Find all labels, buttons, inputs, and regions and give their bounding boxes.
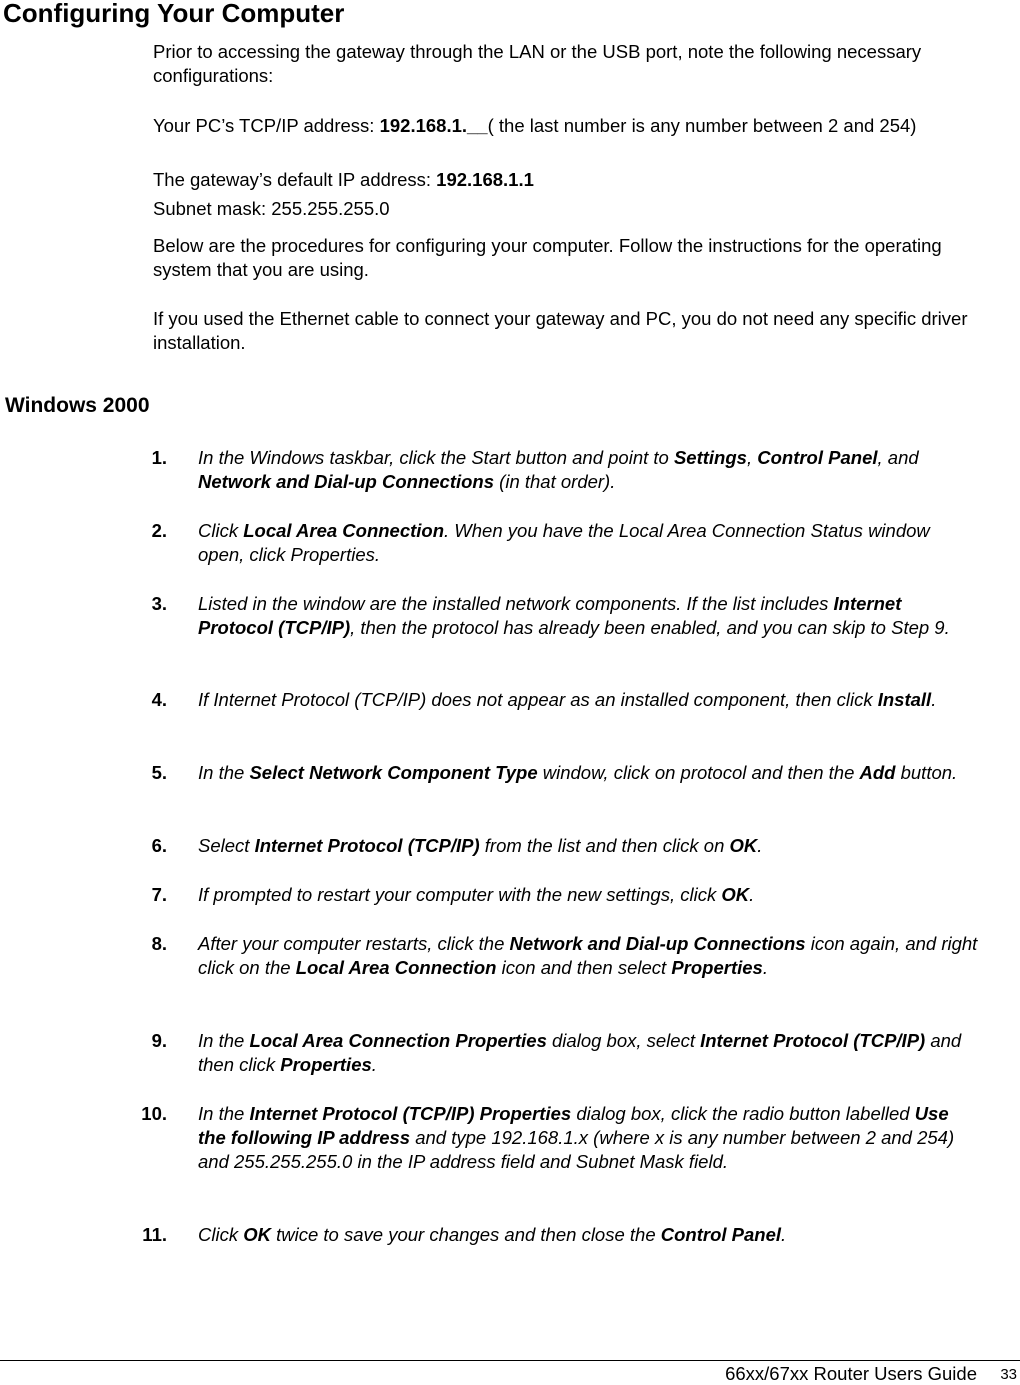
step-number: 9. <box>151 1030 167 1051</box>
intro-paragraph: Prior to accessing the gateway through the LAN or the USB port, note the following necessary configurations: <box>153 41 922 86</box>
step-number: 6. <box>151 835 167 856</box>
step-text: In the Select Network Component Type window, click on protocol and then the Add button. <box>198 762 958 783</box>
footer-page-number: 33 <box>1000 1366 1017 1383</box>
subnet-mask-line: Subnet mask: 255.255.255.0 <box>153 198 390 219</box>
step-text: In the Local Area Connection Properties dialog box, select Internet Protocol (TCP/IP) and then click Properties. <box>198 1030 962 1075</box>
step-text: After your computer restarts, click the Network and Dial-up Connections icon again, and right click on the Local Area Connection icon and then select Properties. <box>198 933 978 978</box>
step-number: 11. <box>142 1224 167 1245</box>
step-number: 5. <box>151 762 167 783</box>
footer-guide-title: 66xx/67xx Router Users Guide <box>725 1363 977 1384</box>
ethernet-note-paragraph: If you used the Ethernet cable to connect your gateway and PC, you do not need any specific driver installation. <box>153 308 968 353</box>
gateway-address-line <box>153 168 988 192</box>
footer-divider <box>0 1360 1020 1361</box>
tcpip-value: 192.168.1.__ <box>379 115 488 136</box>
step-number: 8. <box>151 933 167 954</box>
step-text: Click OK twice to save your changes and then close the Control Panel. <box>198 1224 787 1245</box>
step-number: 2. <box>151 520 167 541</box>
procedures-paragraph: Below are the procedures for configuring your computer. Follow the instructions for the operating system that you are using. <box>153 235 942 280</box>
tcpip-note: ( the last number is any number between 2 and 254) <box>487 115 917 136</box>
tcpip-label: Your PC’s TCP/IP address: <box>153 115 380 136</box>
step-number: 1. <box>151 447 167 468</box>
step-number: 10. <box>141 1103 167 1124</box>
section-title: Windows 2000 <box>5 394 150 417</box>
step-text: In the Internet Protocol (TCP/IP) Properties dialog box, click the radio button labelled Use the following IP address and type 192.168.1.x (where x is any number between 2 and 254) and 255.255.255.0 in the IP address field and Subnet Mask field. <box>198 1103 955 1172</box>
page-title: Configuring Your Computer <box>3 0 345 28</box>
step-text: If Internet Protocol (TCP/IP) does not appear as an installed component, then click Install. <box>198 689 937 710</box>
step-text: In the Windows taskbar, click the Start button and point to Settings, Control Panel, and Network and Dial-up Connections (in that order). <box>198 447 919 492</box>
step-text: Listed in the window are the installed network components. If the list includes Internet Protocol (TCP/IP), then the protocol has already been enabled, and you can skip to Step 9. <box>198 593 950 638</box>
gateway-value: 192.168.1.1 <box>436 169 534 190</box>
step-number: 7. <box>151 884 167 905</box>
step-text: If prompted to restart your computer with the new settings, click OK. <box>198 884 755 905</box>
step-number: 3. <box>151 593 167 614</box>
step-number: 4. <box>151 689 167 710</box>
step-text: Select Internet Protocol (TCP/IP) from the list and then click on OK. <box>198 835 763 856</box>
gateway-label: The gateway’s default IP address: <box>153 169 437 190</box>
tcpip-address-line <box>153 114 1020 138</box>
step-text: Click Local Area Connection. When you have the Local Area Connection Status window open, click Properties. <box>198 520 930 565</box>
